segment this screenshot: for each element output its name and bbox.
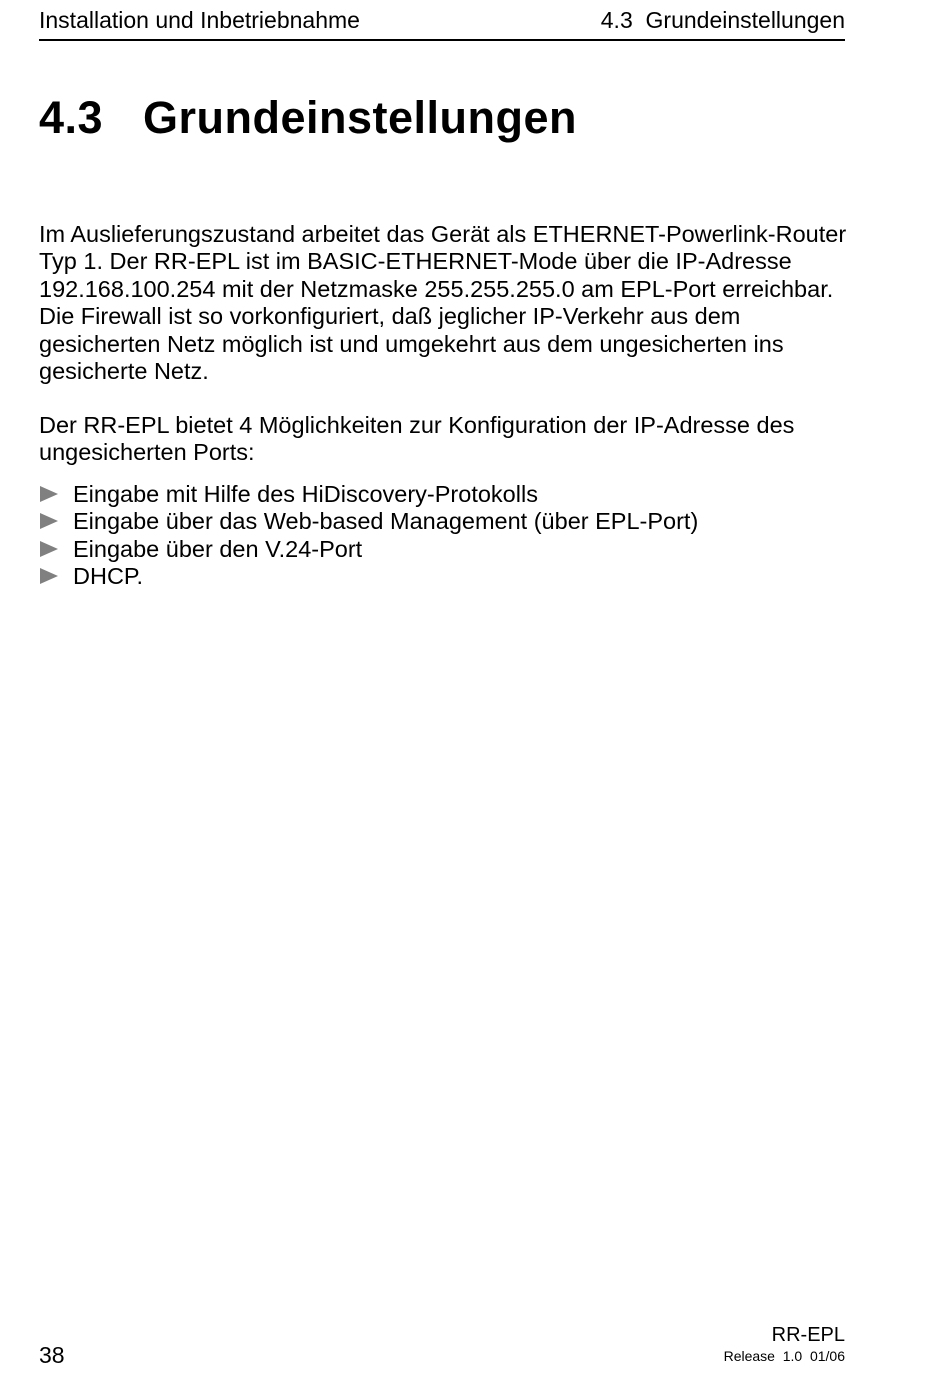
page-header [39,6,845,41]
triangle-bullet-icon [40,513,58,529]
list-item [39,508,698,535]
footer-info [724,1323,845,1365]
config-options-list [39,481,698,591]
list-item [39,563,698,590]
list-item-text: DHCP. [73,563,144,590]
config-paragraph: Der RR-EPL bietet 4 Möglichkeiten zur Konfiguration der IP-Adresse des ungesicherten Ports: [39,412,795,466]
header-chapter-title: Installation und Inbetriebnahme [39,7,360,33]
header-section-title: 4.3 Grundeinstellungen [600,7,845,33]
page-number: 38 [39,1342,65,1368]
triangle-bullet-icon [40,541,58,557]
intro-paragraph: Im Auslieferungszustand arbeitet das Gerät als ETHERNET-Powerlink-Router Typ 1. Der RR-EPL ist im BASIC-ETHERNET-Mode über die IP-Adresse 192.168.100.254 mit der Netzmaske 255.255.255.0 am EPL-Port erreichbar. Die Firewall ist so vorkonfiguriert, daß jeglicher IP-Verkehr aus dem gesicherten Netz möglich ist und umgekehrt aus dem ungesicherten ins gesicherte Netz. [39,221,847,385]
triangle-bullet-icon [40,486,58,502]
list-item [39,536,698,563]
triangle-bullet-icon [40,568,58,584]
section-number: 4.3 [39,92,104,143]
footer-product-name: RR-EPL [771,1324,845,1346]
list-item [39,481,698,508]
section-title: Grundeinstellungen [143,92,578,143]
list-item-text: Eingabe mit Hilfe des HiDiscovery-Protokolls [73,481,538,507]
footer-release: Release 1.0 01/06 [723,1348,845,1364]
list-item-text: Eingabe über den V.24-Port [73,535,363,562]
list-item-text: Eingabe über das Web-based Management (über EPL-Port) [73,508,699,535]
section-heading [39,90,577,146]
